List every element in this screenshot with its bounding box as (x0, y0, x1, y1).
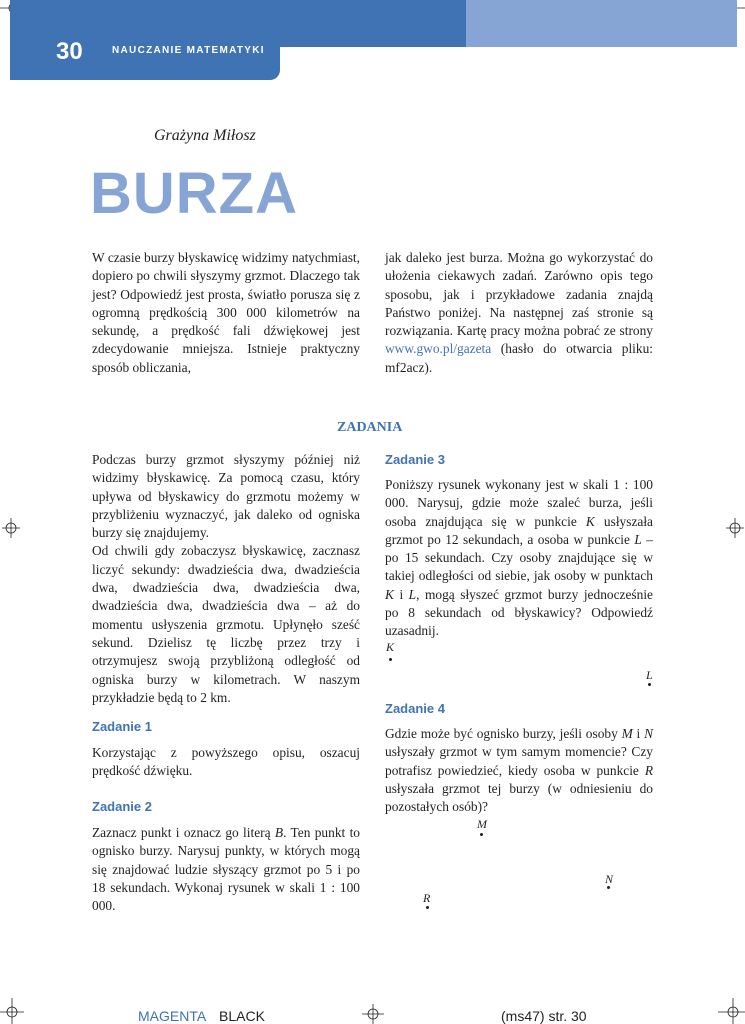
section-name: NAUCZANIE MATEMATYKI (112, 45, 265, 56)
task3-text-c: – po 15 sekundach. Czy osoby znajdujące się w takiej odległości od siebie, jak osoby w punktach (385, 531, 654, 584)
task3-ref-l2: L (408, 586, 417, 602)
task4-text-a: Gdzie może być ognisko burzy, jeśli osoby (385, 726, 622, 741)
task4-text (385, 725, 653, 816)
footer-black-label: BLACK (219, 1008, 265, 1024)
task4-ref-r: R (644, 762, 653, 778)
task1-heading: Zadanie 1 (92, 719, 152, 734)
body-paragraph-2: Od chwili gdy zobaczysz błyskawicę, zacznasz liczyć sekundy: dwadzieścia dwa, dwadzieścia dwa, dwadzieścia dwa, dwadzieścia dwa, dwadzieścia dwa, dwadzieścia dwa – aż do momentu usłyszenia grzmotu. Upłynęło sześć sekund. Dzielisz tę liczbę przez trzy i otrzymujesz swoją przybliżoną odległość od ogniska burzy w kilometrach. W naszym przykładzie będą to 2 km. (92, 543, 360, 705)
task2-text (92, 824, 360, 915)
task3-and: i (393, 586, 409, 602)
intro-paragraph-right (385, 249, 653, 377)
task4-text-b: usłyszały grzmot w tym samym momencie? Czy potrafisz powiedzieć, kiedy osoba w punkcie (385, 744, 653, 778)
body-paragraph-1: Podczas burzy grzmot słyszymy później niż widzimy błyskawicę. Za pomocą czasu, który upływa od błyskawicy do grzmotu możemy w przybliżeniu wyznaczyć, jak daleko od ogniska burzy się znajdujemy. (92, 452, 360, 541)
page-number: 30 (56, 38, 83, 65)
intro-paragraph-left: W czasie burzy błyskawicę widzimy natychmiast, dopiero po chwili słyszymy grzmot. Dlaczego tak jest? Odpowiedź jest prosta, światło porusza się z ogromną prędkością 300 000 kilometrów na sekundę, a prędkość fali dźwiękowej jest zdecydowanie mniejsza. Istnieje praktyczny sposób obliczania, (92, 250, 360, 375)
task4-and: i (632, 726, 645, 741)
crop-mark-bottom-right (718, 998, 745, 1024)
task3-ref-k2: K (385, 586, 394, 602)
task4-heading: Zadanie 4 (385, 701, 445, 716)
task3-text-d: , mogą słyszeć grzmot burzy jednocześnie po 8 sekundach od błyskawicy? Odpowiedź uzasadnij. (385, 586, 653, 639)
crop-mark-bottom-center (362, 1004, 384, 1024)
task4-ref-n: N (644, 726, 654, 741)
footer-page-info: (ms47) str. 30 (501, 1008, 587, 1024)
author-name: Grażyna Miłosz (154, 127, 256, 144)
point-l-label: L (646, 668, 653, 682)
point-r-dot (426, 906, 429, 909)
footer-magenta-label: MAGENTA (138, 1008, 207, 1024)
article-title: BURZA (90, 161, 298, 226)
task3-text (385, 476, 653, 641)
body-left-column (92, 451, 360, 707)
intro-right-column (385, 249, 653, 377)
task2-text-b: . Ten punkt to ognisko burzy. Narysuj punkty, w których mogą się znajdować ludzie słyszący grzmot po 5 i po 18 sekundach. Wykonaj rysunek w skali 1 : 100 000. (92, 825, 360, 914)
task4-text-c: usłyszała grzmot tej burzy (w odniesieniu do pozostałych osób)? (385, 780, 653, 815)
intro-right-text-b: (hasło do otwarcia pliku: mf2acz). (385, 341, 653, 375)
task3-text-a: Poniższy rysunek wykonany jest w skali 1 : 100 000. Narysuj, gdzie może szaleć burza, jeśli osoba znajdująca się w punkcie (385, 477, 653, 529)
point-n-label: N (605, 872, 614, 886)
task2-letter: B (274, 825, 284, 840)
point-l-dot (648, 683, 651, 686)
intro-right-text-a: jak daleko jest burza. Można go wykorzystać do ułożenia ciekawych zadań. Zarówno opis tego sposobu, jak i przykładowe zadania znajdą Państwo poniżej. Na następnej zaś stronie są rozwiązania. Kartę pracy można pobrać ze strony (385, 250, 653, 339)
task3-heading: Zadanie 3 (385, 452, 445, 467)
task3-ref-l: L (634, 531, 642, 547)
gazeta-link[interactable]: www.gwo.pl/gazeta (385, 341, 492, 357)
crop-mark-right-middle (726, 518, 744, 538)
point-m-label: M (477, 817, 487, 831)
point-r-label: R (423, 891, 431, 905)
task1-text: Korzystając z powyższego opisu, oszacuj prędkość dźwięku. (92, 745, 360, 779)
intro-left-column (92, 249, 360, 377)
task3-text-b: usłyszała grzmot po 12 sekundach, a osoba w punkcie (385, 513, 654, 547)
point-n-dot (607, 886, 610, 889)
point-m-dot (480, 833, 483, 836)
crop-mark-bottom-left (0, 998, 24, 1024)
task2-heading: Zadanie 2 (92, 799, 152, 814)
task4-ref-m: M (621, 726, 633, 741)
zadania-heading: ZADANIA (337, 420, 403, 435)
point-k-dot (389, 658, 392, 661)
crop-mark-left-middle (2, 518, 20, 538)
task3-ref-k: K (585, 513, 595, 529)
task2-text-a: Zaznacz punkt i oznacz go literą (92, 825, 275, 840)
point-k-label: K (386, 640, 395, 654)
header-band-light (466, 0, 737, 47)
